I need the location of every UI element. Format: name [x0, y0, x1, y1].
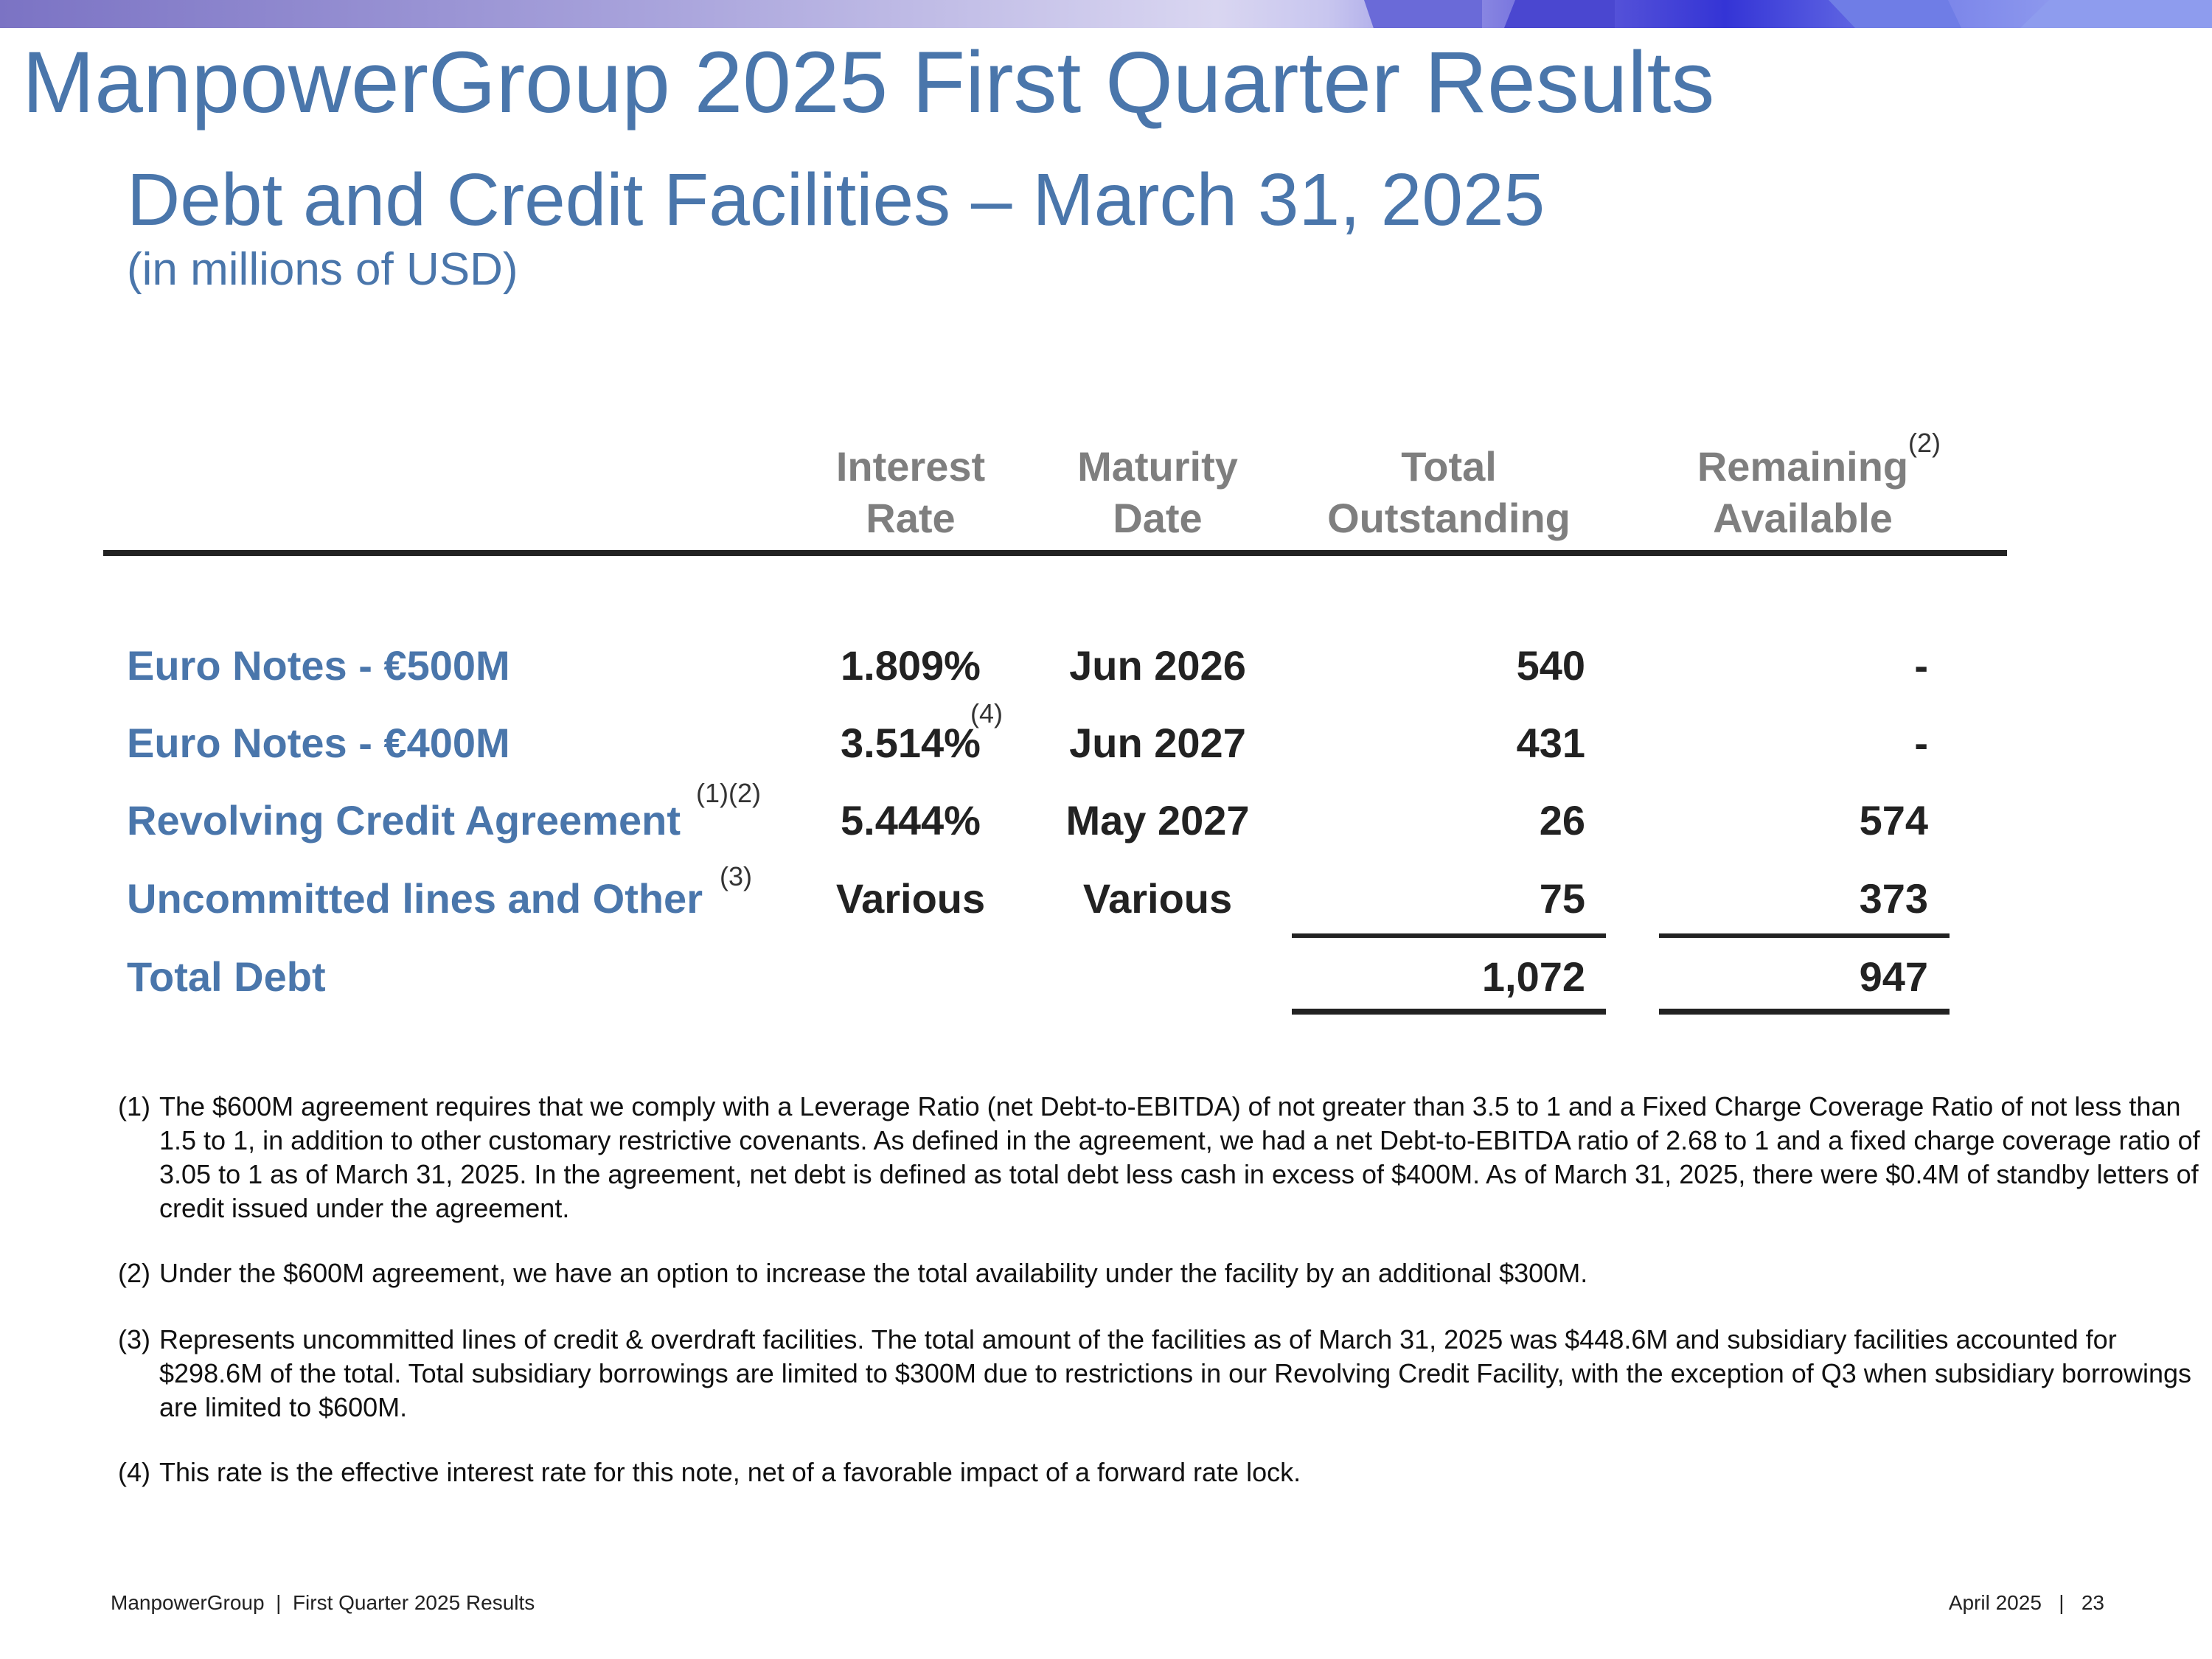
footer-page-info: April 2025 | 23	[1948, 1591, 2104, 1614]
cell-total: 431	[1516, 720, 1585, 766]
cell-remaining: 574	[1859, 797, 1928, 844]
cell-total: 26	[1539, 797, 1585, 844]
row-label-uncommitted: Uncommitted lines and Other	[127, 875, 703, 922]
footnote-number: (2)	[118, 1258, 150, 1288]
header-line: Interest	[835, 443, 986, 490]
footer-left: ManpowerGroup | First Quarter 2025 Results	[111, 1591, 535, 1614]
footnote-number: (3)	[118, 1324, 150, 1354]
row-label-euro-400: Euro Notes - €400M	[127, 720, 510, 766]
subtotal-rule-remaining	[1659, 933, 1950, 938]
cell-maturity: Various	[1082, 875, 1233, 922]
cell-remaining: -	[1914, 642, 1928, 689]
cell-rate: 3.514%	[841, 720, 981, 766]
top-banner	[0, 0, 2212, 28]
cell-remaining: -	[1914, 720, 1928, 766]
header-line: Rate	[866, 495, 956, 541]
header-line: Maturity	[1077, 443, 1238, 490]
header-rule	[103, 550, 2007, 556]
header-line: Available	[1713, 495, 1893, 541]
header-line: Outstanding	[1327, 495, 1571, 541]
banner-shard	[1364, 0, 1482, 28]
header-line: Remaining	[1697, 443, 1909, 490]
cell-remaining: 373	[1859, 875, 1928, 922]
footnote-number: (1)	[118, 1091, 150, 1121]
row-label-euro-500: Euro Notes - €500M	[127, 642, 510, 689]
total-rule-remaining	[1659, 1009, 1950, 1015]
total-rule-total	[1292, 1009, 1606, 1015]
cell-total: 540	[1516, 642, 1585, 689]
rate-footnote-ref: (4)	[970, 698, 1003, 728]
footnote-number: (4)	[118, 1457, 150, 1487]
cell-rate: Various	[835, 875, 986, 922]
row-label-revolving-credit: Revolving Credit Agreement	[127, 797, 681, 844]
row-label-total-debt: Total Debt	[127, 953, 326, 1000]
row-footnote-ref: (3)	[720, 861, 752, 891]
footnote-text: Under the $600M agreement, we have an option to increase the total availability under the facility by an additional $300M.	[159, 1258, 1588, 1288]
header-total-outstanding	[1283, 441, 1615, 544]
header-line: Date	[1113, 495, 1203, 541]
cell-total: 75	[1539, 875, 1585, 922]
header-line: Total	[1401, 443, 1497, 490]
banner-shard	[1829, 0, 1961, 28]
row-footnote-ref: (1)(2)	[696, 778, 761, 808]
banner-shard	[1504, 0, 1615, 28]
section-title: Debt and Credit Facilities – March 31, 2025	[127, 159, 1545, 241]
cell-rate: 1.809%	[841, 642, 981, 689]
cell-total-debt: 1,072	[1481, 953, 1585, 1000]
subtotal-rule-total	[1292, 933, 1606, 938]
cell-rate: 5.444%	[841, 797, 981, 844]
cell-maturity: May 2027	[1065, 797, 1250, 844]
page-title: ManpowerGroup 2025 First Quarter Results	[22, 34, 1715, 131]
header-footnote-ref: (2)	[1908, 428, 1941, 458]
banner-shard	[2020, 0, 2212, 28]
cell-total-remaining: 947	[1859, 953, 1928, 1000]
footnote-text: Represents uncommitted lines of credit & overdraft facilities. The total amount of the facilities as of March 31, 2025 was $448.6M and subsidiary facilities accounted for $298.6M of the total. Total subsidiary borrowings are limited to $300M due to restrictions in our Revolving Credit Facility, with the exception of Q3 when subsidiary borrowings are limited to $600M.	[159, 1324, 2192, 1422]
header-interest-rate	[800, 441, 1021, 544]
footnote-text: This rate is the effective interest rate for this note, net of a favorable impact of a forward rate lock.	[159, 1457, 1301, 1487]
cell-maturity: Jun 2027	[1069, 720, 1246, 766]
footnote-text: The $600M agreement requires that we comply with a Leverage Ratio (net Debt-to-EBITDA) of not greater than 3.5 to 1 and a Fixed Charge Coverage Ratio of not less than 1.5 to 1, in addition to other customary restrictive covenants. As defined in the agreement, we had a net Debt-to-EBITDA ratio of 2.68 to 1 and a fixed charge coverage ratio of 3.05 to 1 as of March 31, 2025. In the agreement, net debt is defined as total debt less cash in excess of $400M. As of March 31, 2025, there were $0.4M of standby letters of credit issued under the agreement.	[159, 1091, 2200, 1223]
cell-maturity: Jun 2026	[1069, 642, 1246, 689]
units-note: (in millions of USD)	[127, 244, 518, 295]
header-maturity-date	[1047, 441, 1268, 544]
